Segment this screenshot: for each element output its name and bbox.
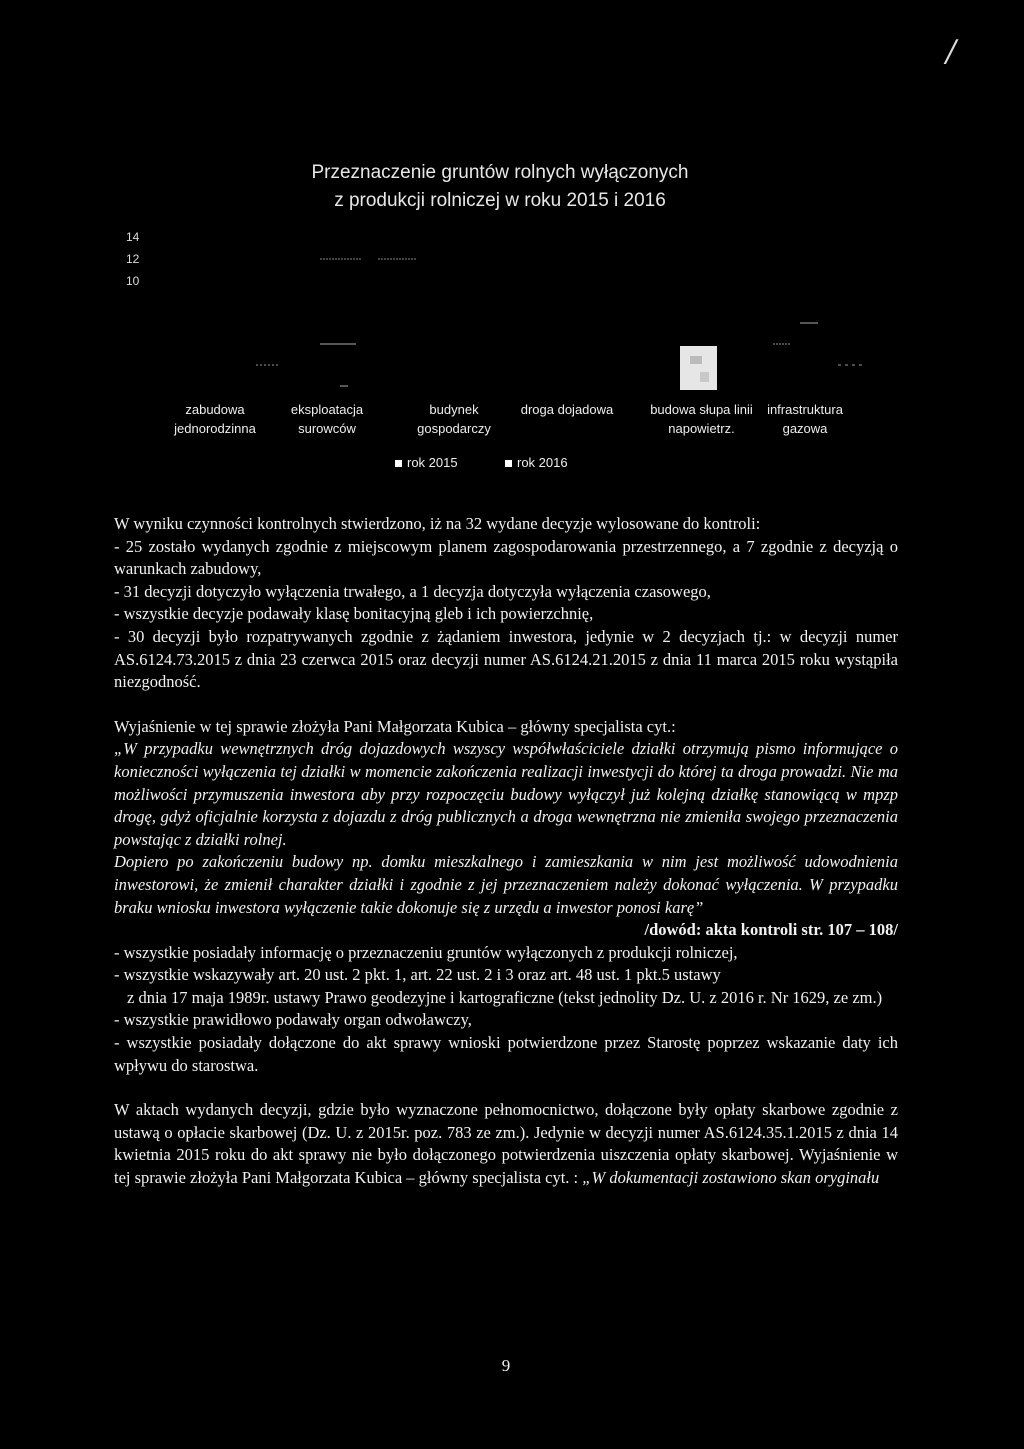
bullet-item: - wszystkie prawidłowo podawały organ odwoławczy,	[114, 1010, 472, 1030]
quote-paragraph: „W przypadku wewnętrznych dróg dojazdowych wszyscy współwłaściciele działki otrzymują pismo informujące o konieczności wyłączenia tej działki w momencie zakończenia realizacji inwestycji do której ta droga prowadzi. Nie ma możliwości przymuszenia inwestora aby przy rozpoczęciu budowy wyłączył już kolejną działkę stanowiącą w mpzp drogę, gdyż oficjalnie korzysta z dojazdu z dróg publicznych a droga wewnętrzna nie zmieniła swojego przeznaczenia powstając z działki rolnej.	[114, 739, 898, 849]
category-label: infrastruktura gazowa	[767, 402, 843, 436]
bullet-item: - 31 decyzji dotyczyło wyłączenia trwałego, a 1 decyzja dotyczyła wyłączenia czasowego,	[114, 581, 711, 601]
document-body	[114, 513, 898, 1190]
category-label: budynek gospodarczy	[417, 402, 491, 436]
bullet-item: - 25 zostało wydanych zgodnie z miejscowym planem zagospodarowania przestrzennego, a 7 zgodnie z decyzją o warunkach zabudowy,	[114, 536, 898, 579]
page-number: 9	[501, 1356, 511, 1375]
bar-mark-texture	[690, 356, 702, 364]
chart-title-line-2: z produkcji rolniczej w roku 2015 i 2016	[334, 190, 666, 211]
chart-plot-area	[0, 150, 1024, 490]
y-tick-label: 12	[126, 252, 140, 266]
bullet-item: - wszystkie posiadały informację o przeznaczeniu gruntów wyłączonych z produkcji rolniczej,	[114, 942, 738, 962]
paragraph-text: W aktach wydanych decyzji, gdzie było wyznaczone pełnomocnictwo, dołączone były opłaty skarbowe zgodnie z ustawą o opłacie skarbowej (Dz. U. z 2015r. poz. 783 ze zm.). Jedynie w decyzji numer AS.6124.35.1.2015 z dnia 14 kwietnia 2015 roku do akt sprawy nie było dołączonego potwierdzenia uiszczenia opłaty skarbowej. Wyjaśnienie w tej sprawie złożyła Pani Małgorzata Kubica – główny specjalista cyt. :	[114, 1100, 898, 1188]
bullet-item: - wszystkie decyzje podawały klasę bonitacyjną gleb i ich powierzchnię,	[114, 604, 594, 624]
legend-item: rok 2016	[505, 455, 568, 470]
legend-item: rok 2015	[395, 455, 458, 470]
bullet-item-continuation: z dnia 17 maja 1989r. ustawy Prawo geodezyjne i kartograficzne (tekst jednolity Dz. U. z 2016 r. Nr 1629, ze zm.)	[127, 987, 883, 1007]
category-label: zabudowa jednorodzinna	[174, 402, 256, 436]
y-tick-label: 10	[126, 274, 140, 288]
bar-mark-texture	[700, 372, 709, 382]
category-label: eksploatacja surowców	[290, 402, 364, 436]
bullet-item: - wszystkie wskazywały art. 20 ust. 2 pkt. 1, art. 22 ust. 2 i 3 oraz art. 48 ust. 1 pkt.5 ustawy	[114, 965, 721, 985]
bar-chart	[0, 150, 1024, 490]
bullet-item: - 30 decyzji było rozpatrywanych zgodnie z żądaniem inwestora, jedynie w 2 decyzjach tj.: w decyzji numer AS.6124.73.2015 z dnia 23 czerwca 2015 oraz decyzji numer AS.6124.21.2015 z dnia 11 marca 2015 roku wystąpiła niezgodność.	[114, 626, 898, 692]
category-label: droga dojadowa	[520, 402, 614, 417]
bar-mark	[680, 346, 717, 390]
category-label: budowa słupa linii napowietrz.	[650, 402, 753, 436]
bullet-item: - wszystkie posiadały dołączone do akt sprawy wnioski potwierdzone przez Starostę poprzez wskazanie daty ich wpływu do starostwa.	[114, 1033, 898, 1075]
legend-swatch	[395, 460, 402, 467]
paragraph: W wyniku czynności kontrolnych stwierdzono, iż na 32 wydane decyzje wylosowane do kontroli:	[114, 514, 761, 533]
paragraph: Wyjaśnienie w tej sprawie złożyła Pani Małgorzata Kubica – główny specjalista cyt.:	[114, 716, 676, 736]
paragraph	[114, 1099, 898, 1189]
chart-title-line-1: Przeznaczenie gruntów rolnych wyłączonych	[311, 162, 689, 183]
quote-paragraph: Dopiero po zakończeniu budowy np. domku mieszkalnego i zamieszkania w nim jest możliwość udowodnienia inwestorowi, że zmienił charakter działki i zgodnie z jej przeznaczeniem należy dokonać wyłączenia. W przypadku braku wniosku inwestora wyłączenie takie dokonuje się z urzędu a inwestor ponosi karę”	[114, 852, 898, 917]
evidence-reference: /dowód: akta kontroli str. 107 – 108/	[644, 920, 898, 940]
y-tick-label: 14	[126, 230, 140, 244]
quote-start: „W dokumentacji zostawiono skan oryginału	[582, 1168, 880, 1188]
corner-mark: /	[946, 34, 957, 69]
legend-swatch	[505, 460, 512, 467]
